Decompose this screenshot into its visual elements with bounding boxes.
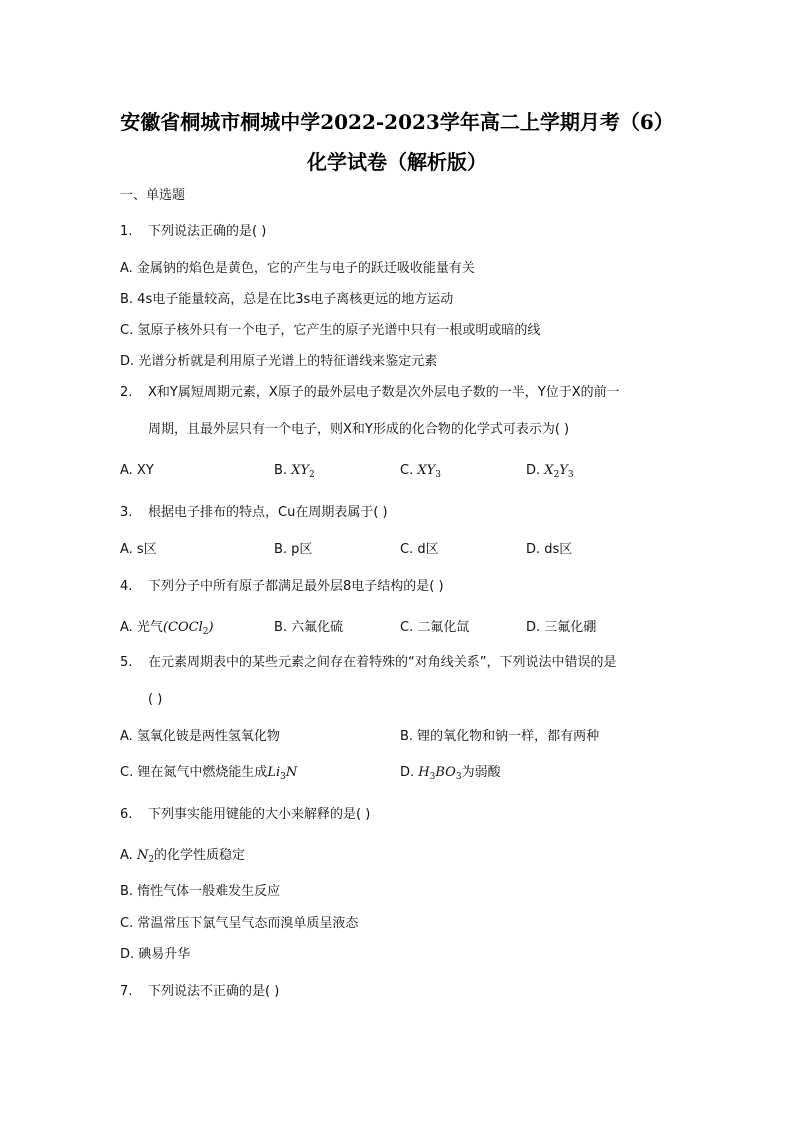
q3-option-b: B. p区 bbox=[274, 542, 313, 557]
question-number: 2. bbox=[120, 385, 133, 400]
question-2 bbox=[120, 384, 620, 402]
q4-option-a bbox=[120, 619, 214, 641]
section-heading: 一、单选题 bbox=[120, 188, 186, 203]
option-letter: A. bbox=[120, 848, 133, 863]
question-stem: X和Y属短周期元素，X原子的最外层电子数是次外层电子数的一半，Y位于X的前一 bbox=[148, 385, 620, 400]
q2-option-b bbox=[274, 462, 315, 484]
q5-option-b: B. 锂的氧化物和钠一样，都有两种 bbox=[400, 729, 600, 744]
q5-option-d bbox=[400, 764, 501, 786]
question-5-continued: ( ) bbox=[148, 692, 163, 707]
formula: (COCl$_2$) bbox=[162, 620, 214, 637]
q2-option-d bbox=[526, 462, 574, 484]
q3-option-c: C. d区 bbox=[400, 542, 439, 557]
question-1 bbox=[120, 223, 266, 241]
q3-option-a: A. s区 bbox=[120, 542, 157, 557]
question-stem: 在元素周期表中的某些元素之间存在着特殊的“对角线关系”，下列说法中错误的是 bbox=[148, 655, 617, 670]
q4-option-c: C. 二氟化氙 bbox=[400, 620, 470, 635]
option-letter: C. bbox=[400, 463, 414, 478]
q2-option-c bbox=[400, 462, 441, 484]
q1-option-d: D. 光谱分析就是利用原子光谱上的特征谱线来鉴定元素 bbox=[120, 354, 438, 369]
question-number: 6. bbox=[120, 807, 133, 822]
question-3 bbox=[120, 504, 388, 522]
q1-option-b: B. 4s电子能量较高，总是在比3s电子离核更远的地方运动 bbox=[120, 292, 454, 307]
formula: $X_2Y_3$ bbox=[544, 463, 574, 480]
question-number: 3. bbox=[120, 505, 133, 520]
q2-option-a: A. XY bbox=[120, 463, 154, 478]
q6-option-b: B. 惰性气体一般难发生反应 bbox=[120, 884, 281, 899]
question-number: 1. bbox=[120, 224, 133, 239]
formula: $H_3BO_3$ bbox=[418, 765, 462, 782]
formula: $N_2$ bbox=[136, 848, 155, 865]
question-stem: 根据电子排布的特点，Cu在周期表属于( ) bbox=[148, 505, 388, 520]
exam-title: 安徽省桐城市桐城中学2022-2023学年高二上学期月考（6） bbox=[120, 110, 674, 134]
question-number: 7. bbox=[120, 984, 133, 999]
q6-option-d: D. 碘易升华 bbox=[120, 947, 191, 962]
option-text: C. 锂在氮气中燃烧能生成 bbox=[120, 765, 268, 780]
option-letter: D. bbox=[526, 463, 541, 478]
question-stem: 下列说法正确的是( ) bbox=[148, 224, 267, 239]
formula: $XY_3$ bbox=[417, 463, 441, 480]
question-4 bbox=[120, 578, 444, 596]
question-6 bbox=[120, 806, 370, 824]
q4-option-d: D. 三氟化硼 bbox=[526, 620, 597, 635]
q4-option-b: B. 六氟化硫 bbox=[274, 620, 344, 635]
exam-subtitle: 化学试卷（解析版） bbox=[307, 150, 487, 174]
q6-option-c: C. 常温常压下氯气呈气态而溴单质呈液态 bbox=[120, 916, 359, 931]
q3-option-d: D. ds区 bbox=[526, 542, 573, 557]
formula: $Li_3N$ bbox=[267, 765, 298, 782]
option-text: A. 光气 bbox=[120, 620, 163, 635]
question-number: 4. bbox=[120, 579, 133, 594]
q1-option-a: A. 金属钠的焰色是黄色，它的产生与电子的跃迁吸收能量有关 bbox=[120, 261, 475, 276]
question-number: 5. bbox=[120, 655, 133, 670]
question-stem: 下列事实能用键能的大小来解释的是( ) bbox=[148, 807, 371, 822]
q5-option-c bbox=[120, 764, 297, 786]
option-letter: B. bbox=[274, 463, 288, 478]
question-stem: 下列说法不正确的是( ) bbox=[148, 984, 280, 999]
option-text: 为弱酸 bbox=[461, 765, 501, 780]
question-5 bbox=[120, 654, 616, 672]
formula: $XY_2$ bbox=[291, 463, 315, 480]
option-letter: D. bbox=[400, 765, 415, 780]
question-2-continued: 周期，且最外层只有一个电子，则X和Y形成的化合物的化学式可表示为( ) bbox=[148, 422, 570, 437]
q6-option-a bbox=[120, 847, 245, 869]
q5-option-a: A. 氢氧化铍是两性氢氧化物 bbox=[120, 729, 280, 744]
question-7 bbox=[120, 983, 279, 1001]
question-stem: 下列分子中所有原子都满足最外层8电子结构的是( ) bbox=[148, 579, 444, 594]
q1-option-c: C. 氢原子核外只有一个电子，它产生的原子光谱中只有一根或明或暗的线 bbox=[120, 323, 541, 338]
option-text: 的化学性质稳定 bbox=[154, 848, 246, 863]
